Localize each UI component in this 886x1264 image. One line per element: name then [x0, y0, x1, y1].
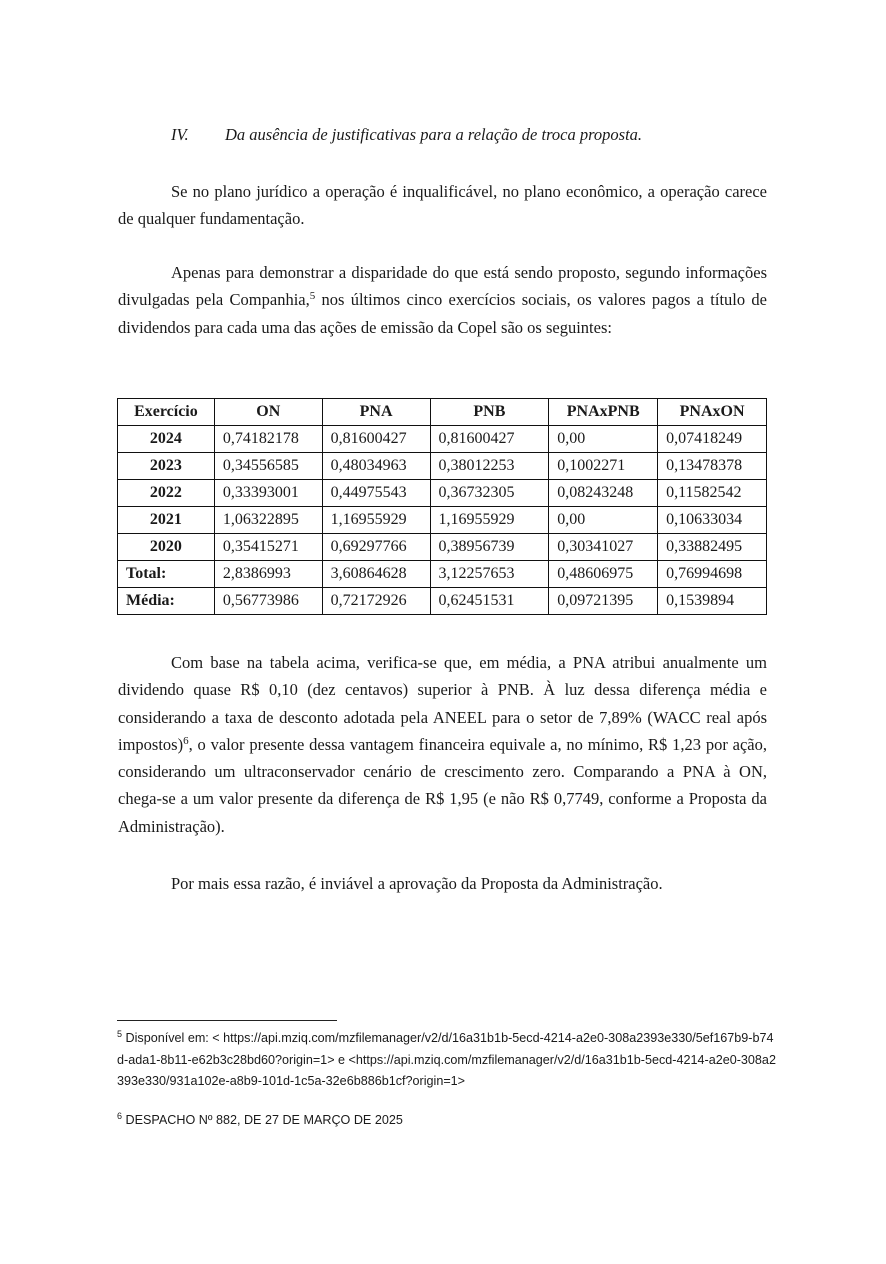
section-number: IV. — [171, 125, 189, 144]
table-cell: 0,09721395 — [549, 588, 658, 615]
table-cell: 0,07418249 — [658, 426, 767, 453]
table-cell: 0,81600427 — [322, 426, 430, 453]
table-cell: 0,33393001 — [214, 480, 322, 507]
table-cell-label: Média: — [118, 588, 215, 615]
table-cell: 0,34556585 — [214, 453, 322, 480]
table-cell: 0,72172926 — [322, 588, 430, 615]
column-header: Exercício — [118, 399, 215, 426]
table-row — [118, 480, 767, 507]
table-cell: 0,10633034 — [658, 507, 767, 534]
dividends-table — [117, 398, 767, 615]
table-cell-year: 2020 — [118, 534, 215, 561]
paragraph-analysis — [118, 649, 767, 840]
footnote-ref-5[interactable]: 5 — [309, 290, 316, 303]
footnote-separator — [117, 1020, 337, 1021]
table-cell: 0,1539894 — [658, 588, 767, 615]
table-cell: 0,00 — [549, 426, 658, 453]
table-row — [118, 534, 767, 561]
column-header: PNA — [322, 399, 430, 426]
column-header: PNAxON — [658, 399, 767, 426]
table-cell: 0,35415271 — [214, 534, 322, 561]
section-heading — [171, 125, 642, 145]
table-cell: 3,12257653 — [430, 561, 549, 588]
paragraph-intro: Se no plano jurídico a operação é inqualificável, no plano econômico, a operação carece de qualquer fundamentação. — [118, 182, 767, 229]
table-row — [118, 507, 767, 534]
table-header-row — [118, 399, 767, 426]
paragraph-dividends-context — [118, 259, 767, 341]
table-average-row — [118, 588, 767, 615]
table-cell: 0,36732305 — [430, 480, 549, 507]
table-cell: 0,00 — [549, 507, 658, 534]
table-cell: 3,60864628 — [322, 561, 430, 588]
footnotes — [117, 1028, 777, 1131]
table-cell: 0,48034963 — [322, 453, 430, 480]
footnote-ref-6[interactable]: 6 — [183, 734, 189, 747]
table-cell: 0,81600427 — [430, 426, 549, 453]
table-cell: 0,38012253 — [430, 453, 549, 480]
paragraph-conclusion: Por mais essa razão, é inviável a aprovação da Proposta da Administração. — [171, 874, 663, 893]
table-cell-label: Total: — [118, 561, 215, 588]
table-cell: 0,1002271 — [549, 453, 658, 480]
paragraph-text: nos últimos cinco exercícios sociais, os valores pagos a título de dividendos para cada uma das ações de emissão da Copel são os seguintes: — [118, 290, 767, 337]
table-cell: 1,16955929 — [430, 507, 549, 534]
footnote-6 — [117, 1110, 777, 1132]
table-cell: 0,62451531 — [430, 588, 549, 615]
table-cell: 0,13478378 — [658, 453, 767, 480]
table-cell: 0,76994698 — [658, 561, 767, 588]
section-title: Da ausência de justificativas para a relação de troca proposta. — [225, 125, 643, 144]
table-cell-year: 2024 — [118, 426, 215, 453]
footnote-mark: 5 — [117, 1029, 123, 1039]
table-cell: 1,06322895 — [214, 507, 322, 534]
table-cell: 1,16955929 — [322, 507, 430, 534]
table-cell: 2,8386993 — [214, 561, 322, 588]
table-cell-year: 2022 — [118, 480, 215, 507]
table-cell: 0,33882495 — [658, 534, 767, 561]
table-cell: 0,38956739 — [430, 534, 549, 561]
table-cell: 0,08243248 — [549, 480, 658, 507]
table-cell: 0,30341027 — [549, 534, 658, 561]
table-total-row — [118, 561, 767, 588]
table-cell: 0,74182178 — [214, 426, 322, 453]
table-cell: 0,69297766 — [322, 534, 430, 561]
paragraph-text: , o valor presente dessa vantagem financeira equivale a, no mínimo, R$ 1,23 por ação, considerando um ultraconservador cenário de crescimento zero. Comparando a PNA à ON, chega-se a um valor presente da diferença de R$ 1,95 (e não R$ 0,7749, conforme a Proposta da Administração). — [118, 734, 767, 836]
footnote-text: DESPACHO Nº 882, DE 27 DE MARÇO DE 2025 — [125, 1112, 403, 1127]
table-cell: 0,48606975 — [549, 561, 658, 588]
paragraph-text: Apenas para demonstrar a disparidade do que está sendo proposto, segundo informações divulgadas pela Companhia, — [118, 263, 767, 310]
column-header: ON — [214, 399, 322, 426]
table-cell-year: 2023 — [118, 453, 215, 480]
footnote-link-text[interactable]: Disponível em: < https://api.mziq.com/mzfilemanager/v2/d/16a31b1b-5ecd-4214-a2e0-308a2393e330/5ef167b9-b74d-ada1-8b11-e62b3c28bd60?origin=1> e <https://api.mziq.com/mzfilemanager/v2/d/16a31b1b-5ecd-4214-a2e0-308a2393e330/931a102e-a8b9-101d-1c5a-32e6b886b1cf?origin=1> — [117, 1031, 776, 1088]
table-cell: 0,11582542 — [658, 480, 767, 507]
footnote-5 — [117, 1028, 777, 1093]
table-cell-year: 2021 — [118, 507, 215, 534]
column-header: PNB — [430, 399, 549, 426]
table-row — [118, 426, 767, 453]
column-header: PNAxPNB — [549, 399, 658, 426]
table-cell: 0,44975543 — [322, 480, 430, 507]
table-cell: 0,56773986 — [214, 588, 322, 615]
footnote-mark: 6 — [117, 1110, 123, 1121]
paragraph-text: Com base na tabela acima, verifica-se que, em média, a PNA atribui anualmente um dividendo quase R$ 0,10 (dez centavos) superior à PNB. À luz dessa diferença média e considerando a taxa de desconto adotada pela ANEEL para o setor de 7,89% (WACC real após impostos) — [118, 653, 767, 754]
table-row — [118, 453, 767, 480]
